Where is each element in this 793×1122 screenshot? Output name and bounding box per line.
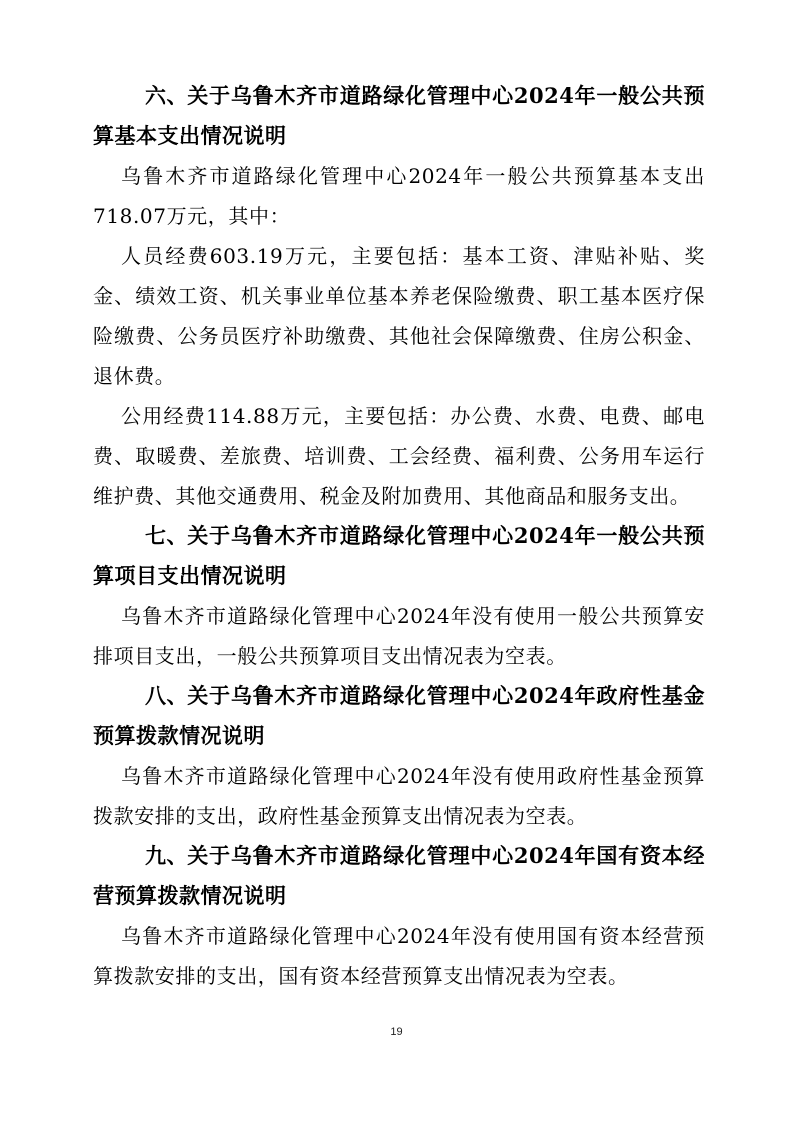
section-heading-6 — [93, 76, 705, 156]
paragraph: 公用经费114.88万元，主要包括：办公费、水费、电费、邮电费、取暖费、差旅费、培训费、工会经费、福利费、公务用车运行维护费、其他交通费用、税金及附加费用、其他商品和服务支出。 — [93, 404, 705, 508]
section-heading-8 — [93, 676, 705, 756]
section-title: 关于乌鲁木齐市道路绿化管理中心2024年政府性基金预算拨款情况说明 — [93, 683, 705, 748]
section-number: 九、 — [145, 843, 188, 868]
section-heading-7 — [93, 516, 705, 596]
section-number: 六、 — [145, 83, 188, 108]
page-number: 19 — [390, 1026, 403, 1038]
paragraph: 乌鲁木齐市道路绿化管理中心2024年没有使用政府性基金预算拨款安排的支出，政府性基金预算支出情况表为空表。 — [93, 764, 705, 828]
paragraph: 乌鲁木齐市道路绿化管理中心2024年没有使用国有资本经营预算拨款安排的支出，国有资本经营预算支出情况表为空表。 — [93, 924, 705, 988]
paragraph: 乌鲁木齐市道路绿化管理中心2024年一般公共预算基本支出718.07万元，其中： — [93, 164, 705, 228]
section-heading-9 — [93, 836, 705, 916]
section-title: 关于乌鲁木齐市道路绿化管理中心2024年一般公共预算项目支出情况说明 — [93, 523, 705, 588]
section-number: 八、 — [145, 683, 188, 708]
section-title: 关于乌鲁木齐市道路绿化管理中心2024年国有资本经营预算拨款情况说明 — [93, 843, 705, 908]
paragraph: 乌鲁木齐市道路绿化管理中心2024年没有使用一般公共预算安排项目支出，一般公共预算项目支出情况表为空表。 — [93, 604, 705, 668]
section-title: 关于乌鲁木齐市道路绿化管理中心2024年一般公共预算基本支出情况说明 — [93, 83, 705, 148]
paragraph: 人员经费603.19万元，主要包括：基本工资、津贴补贴、奖金、绩效工资、机关事业单位基本养老保险缴费、职工基本医疗保险缴费、公务员医疗补助缴费、其他社会保障缴费、住房公积金、退休费。 — [93, 244, 705, 388]
section-number: 七、 — [145, 523, 188, 548]
page-content — [93, 76, 705, 996]
